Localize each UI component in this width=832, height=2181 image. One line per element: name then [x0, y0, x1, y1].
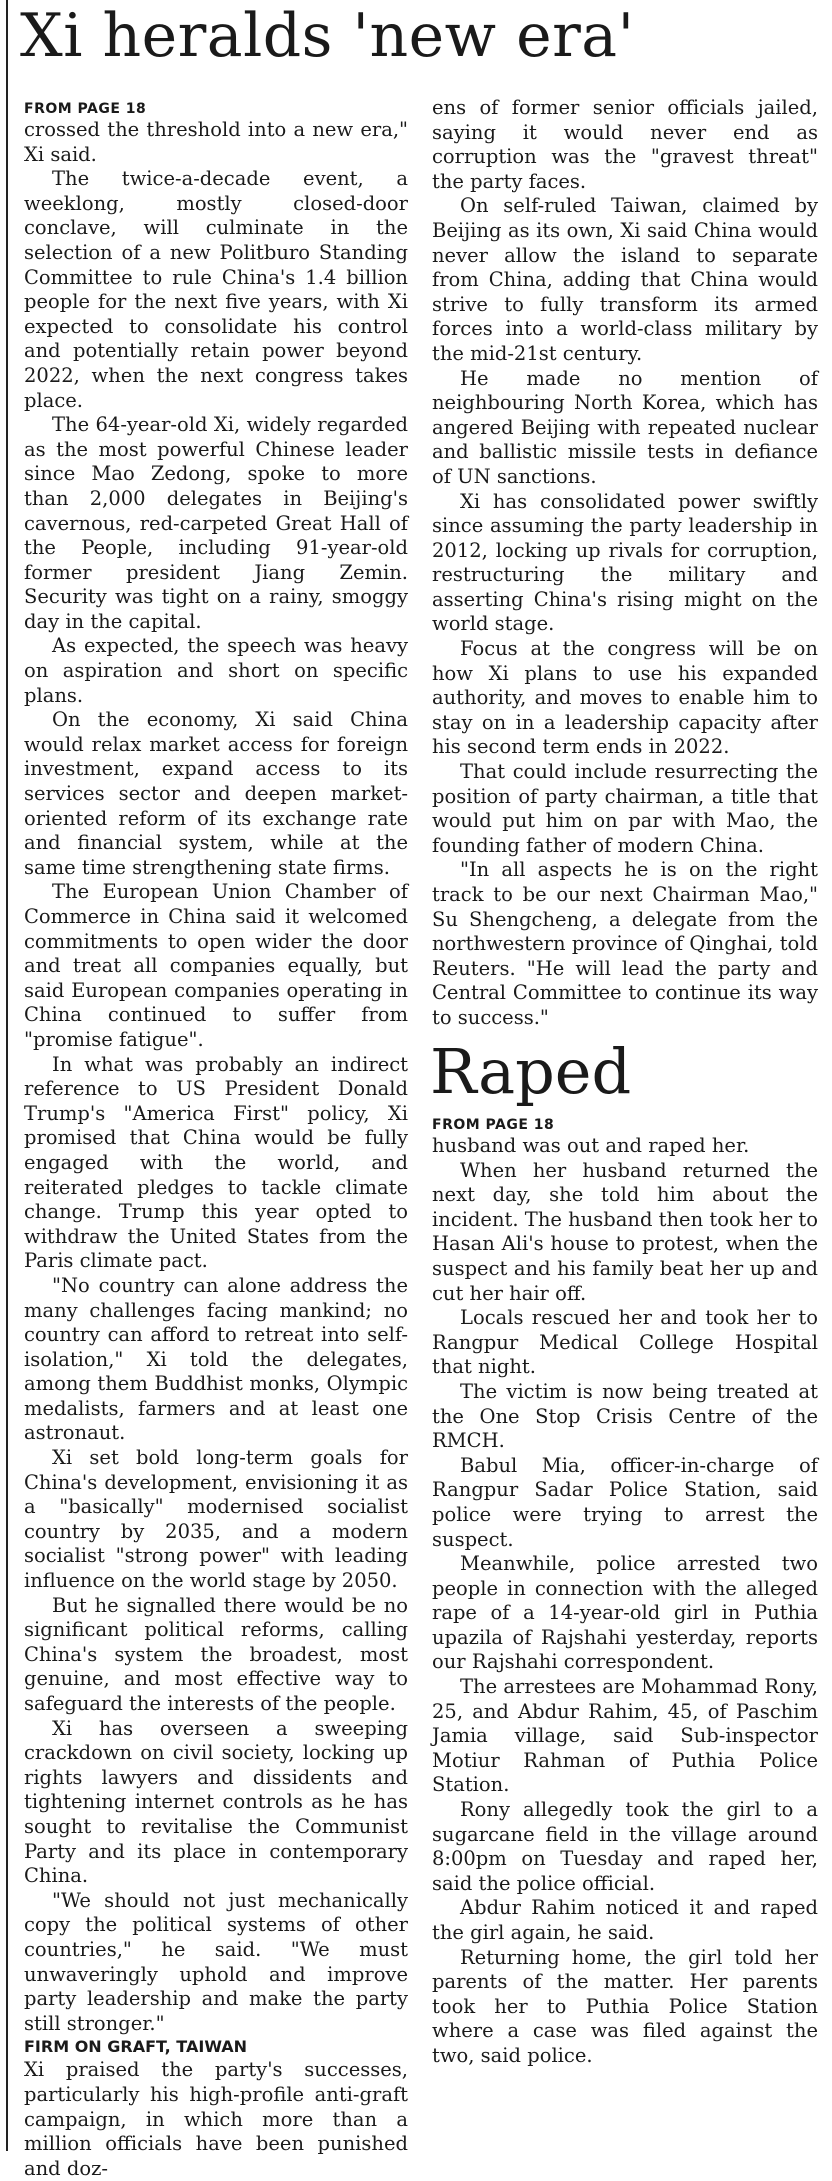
- article-paragraph: husband was out and raped her.: [432, 1134, 750, 1157]
- article-xi-column-1: [24, 100, 408, 2181]
- article-paragraph: Locals rescued her and took her to Rangpur Medical College Hospital that night.: [432, 1306, 818, 1379]
- article-paragraph: Meanwhile, police arrested two people in connection with the alleged rape of a 14-year-old girl in Puthia upazila of Rajshahi yesterday, reports our Rajshahi correspondent.: [432, 1552, 818, 1674]
- article-headline-raped: Raped: [430, 1035, 632, 1108]
- article-paragraph: "In all aspects he is on the right track to be our next Chairman Mao," Su Shengcheng, a delegate from the northwestern province of Qinghai, told Reuters. "He will lead the party and Central Committee to continue its way to success.": [432, 858, 818, 1029]
- article-xi-column-2: [432, 96, 818, 1031]
- article-paragraph: But he signalled there would be no significant political reforms, calling China's system the broadest, most genuine, and most effective way to safeguard the interests of the people.: [24, 1593, 408, 1715]
- article-paragraph: On self-ruled Taiwan, claimed by Beijing as its own, Xi said China would never allow the island to separate from China, adding that China would strive to fully transform its armed forces into a world-class military by the mid-21st century.: [432, 194, 818, 365]
- dateline-raped: FROM PAGE 18: [432, 1117, 555, 1133]
- dateline-xi: FROM PAGE 18: [24, 101, 147, 117]
- article-paragraph: In what was probably an indirect reference to US President Donald Trump's "America First" policy, Xi promised that China would be fully engaged with the world, and reiterated pledges to tackle climate change. Trump this year opted to withdraw the United States from the Paris climate pact.: [24, 1052, 408, 1273]
- article-paragraph: The victim is now being treated at the One Stop Crisis Centre of the RMCH.: [432, 1379, 818, 1453]
- article-headline-xi: Xi heralds 'new era': [20, 1, 635, 71]
- article-paragraph: The 64-year-old Xi, widely regarded as the most powerful Chinese leader since Mao Zedong, spoke to more than 2,000 delegates in Beijing's cavernous, red-carpeted Great Hall of the People, including 91-year-old former president Jiang Zemin. Security was tight on a rainy, smoggy day in the capital.: [24, 413, 408, 633]
- article-paragraph: That could include resurrecting the position of party chairman, a title that would put him on par with Mao, the founding father of modern China.: [432, 760, 818, 857]
- article-paragraph: "We should not just mechanically copy the political systems of other countries," he said. "We must unwaveringly uphold and improve party leadership and make the party still stronger.": [24, 1888, 408, 2035]
- article-paragraph: Returning home, the girl told her parents of the matter. Her parents took her to Puthia Police Station where a case was filed against the two, said police.: [432, 1945, 818, 2067]
- article-paragraph: He made no mention of neighbouring North Korea, which has angered Beijing with repeated nuclear and ballistic missile tests in defiance of UN sanctions.: [432, 366, 818, 488]
- article-paragraph: The European Union Chamber of Commerce in China said it welcomed commitments to open wider the door and treat all companies equally, but said European companies operating in China continued to suffer from "promise fatigue".: [24, 880, 408, 1051]
- article-paragraph: Xi has consolidated power swiftly since assuming the party leadership in 2012, locking up rivals for corruption, restructuring the military and asserting China's rising might on the world stage.: [432, 489, 818, 636]
- article-paragraph: Xi praised the party's successes, particularly his high-profile anti-graft campaign, in which more than a million officials have been punished and doz-: [24, 2058, 408, 2180]
- article-paragraph: On the economy, Xi said China would relax market access for foreign investment, expand access to its services sector and deepen market-oriented reform of its exchange rate and financial system, while at the same time strengthening state firms.: [24, 708, 408, 879]
- article-paragraph: Xi has overseen a sweeping crackdown on civil society, locking up rights lawyers and dissidents and tightening internet controls as he has sought to revitalise the Communist Party and its place in contemporary China.: [24, 1716, 408, 1888]
- article-paragraph: ens of former senior officials jailed, saying it would never end as corruption was the "gravest threat" the party faces.: [432, 96, 818, 193]
- article-paragraph: Babul Mia, officer-in-charge of Rangpur Sadar Police Station, said police were trying to arrest the suspect.: [432, 1453, 818, 1551]
- subhead-graft-taiwan: FIRM ON GRAFT, TAIWAN: [24, 2037, 248, 2057]
- article-paragraph: The twice-a-decade event, a weeklong, mostly closed-door conclave, will culminate in the selection of a new Politburo Standing Committee to rule China's 1.4 billion people for the next five years, with Xi expected to consolidate his control and potentially retain power beyond 2022, when the next congress takes place.: [24, 167, 408, 412]
- article-paragraph: The arrestees are Mohammad Rony, 25, and Abdur Rahim, 45, of Paschim Jamia village, said Sub-inspector Motiur Rahman of Puthia Police Station.: [432, 1675, 818, 1797]
- article-paragraph: Rony allegedly took the girl to a sugarcane field in the village around 8:00pm on Tuesday and raped her, said the police official.: [432, 1798, 818, 1895]
- article-paragraph: As expected, the speech was heavy on aspiration and short on specific plans.: [24, 634, 408, 707]
- article-paragraph: Xi set bold long-term goals for China's development, envisioning it as a "basically" modernised socialist country by 2035, and a modern socialist "strong power" with leading influence on the world stage by 2050.: [24, 1446, 408, 1593]
- article-paragraph: "No country can alone address the many challenges facing mankind; no country can afford to retreat into self-isolation," Xi told the delegates, among them Buddhist monks, Olympic medalists, farmers and at least one astronaut.: [24, 1273, 408, 1445]
- article-raped-column: [432, 1116, 818, 2069]
- column-rule: [6, 0, 8, 2151]
- article-paragraph: Focus at the congress will be on how Xi plans to use his expanded authority, and moves to enable him to stay on in a leadership capacity after his second term ends in 2022.: [432, 637, 818, 759]
- article-paragraph: Abdur Rahim noticed it and raped the girl again, he said.: [432, 1896, 818, 1944]
- article-paragraph: crossed the threshold into a new era," Xi said.: [24, 118, 408, 166]
- article-paragraph: When her husband returned the next day, she told him about the incident. The husband then took her to Hasan Ali's house to protest, when the suspect and his family beat her up and cut her hair off.: [432, 1158, 818, 1305]
